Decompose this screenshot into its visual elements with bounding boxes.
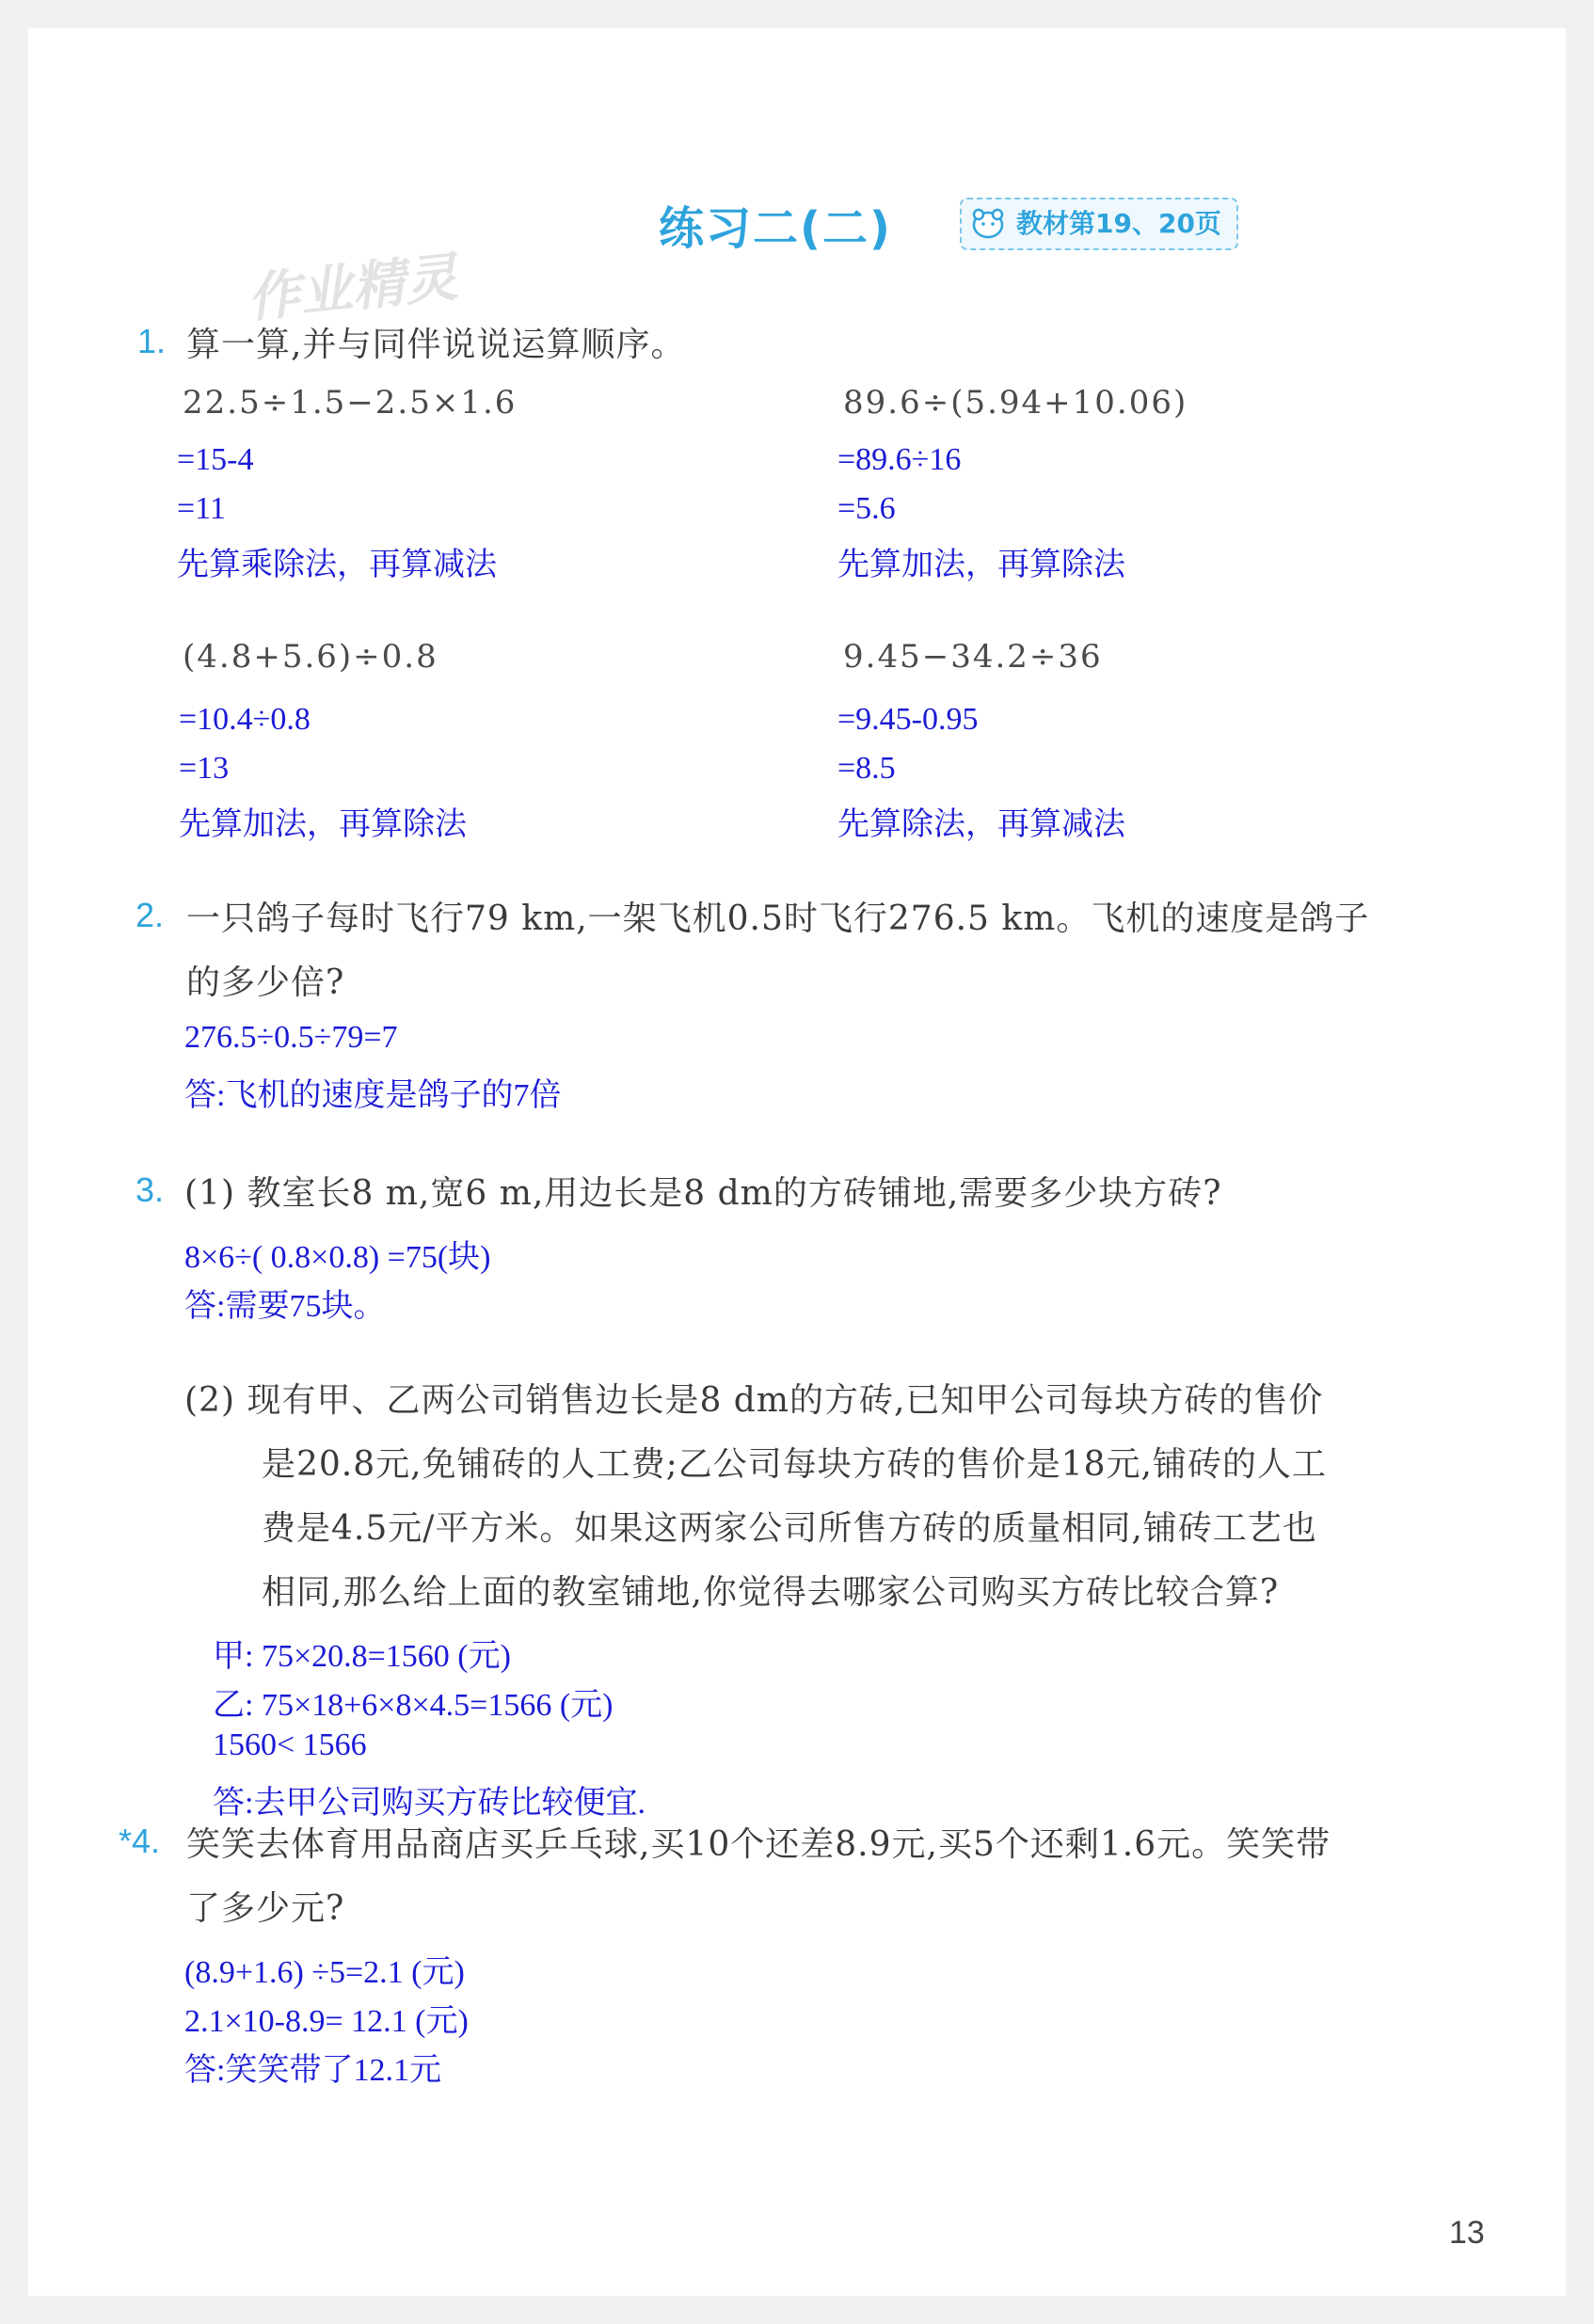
q4-answer-line3: 答:笑笑带了12.1元	[184, 2053, 441, 2088]
textbook-reference-badge	[960, 198, 1238, 250]
q3-part1-answer-line1: 8×6÷( 0.8×0.8) =75(块)	[184, 1240, 491, 1275]
question-3-part2-line4: 相同,那么给上面的教室铺地,你觉得去哪家公司购买方砖比较合算?	[262, 1573, 1280, 1612]
q1-answer-a-line1: =15-4	[177, 442, 254, 477]
q3-part1-answer-line2: 答:需要75块。	[184, 1289, 386, 1324]
watermark-logo: 作业精灵	[244, 247, 461, 330]
bear-icon	[971, 207, 1005, 239]
q1-answer-b-line3: 先算加法，再算除法	[837, 548, 1125, 582]
question-2-number: 2.	[135, 896, 165, 934]
q1-answer-c-line3: 先算加法，再算除法	[179, 807, 467, 842]
q4-answer-line2: 2.1×10-8.9= 12.1 (元)	[184, 2004, 469, 2039]
q3-part2-answer-line1: 甲: 75×20.8=1560 (元)	[213, 1639, 511, 1674]
q1-answer-c-line1: =10.4÷0.8	[179, 702, 311, 737]
q2-answer-line2: 答:飞机的速度是鸽子的7倍	[184, 1078, 562, 1113]
q1-answer-a-line3: 先算乘除法，再算减法	[177, 548, 497, 582]
question-1-number: 1.	[137, 322, 167, 360]
q1-answer-d-line2: =8.5	[837, 751, 896, 786]
q1-answer-d-line1: =9.45-0.95	[837, 702, 979, 737]
q1-expression-a: 22.5÷1.5−2.5×1.6	[183, 384, 518, 422]
q1-answer-b-line2: =5.6	[837, 491, 896, 526]
question-4-text-line2: 了多少元?	[186, 1889, 345, 1928]
q1-answer-d-line3: 先算除法，再算减法	[837, 807, 1125, 842]
question-1-text: 算一算,并与同伴说说运算顺序。	[186, 326, 686, 364]
q1-answer-b-line1: =89.6÷16	[837, 442, 962, 477]
q1-answer-a-line2: =11	[177, 491, 226, 526]
question-4-number: *4.	[119, 1822, 161, 1860]
q1-expression-c: (4.8+5.6)÷0.8	[183, 638, 438, 676]
q1-expression-b: 89.6÷(5.94+10.06)	[843, 384, 1188, 422]
q1-expression-d: 9.45−34.2÷36	[843, 638, 1103, 676]
page-title: 练习二(二)	[659, 202, 892, 255]
question-3-part2-line3: 费是4.5元/平方米。如果这两家公司所售方砖的质量相同,铺砖工艺也	[262, 1509, 1317, 1548]
q3-part2-answer-line2: 乙: 75×18+6×8×4.5=1566 (元)	[213, 1688, 614, 1723]
page-number: 13	[1449, 2215, 1485, 2251]
question-2-text-line1: 一只鸽子每时飞行79 km,一架飞机0.5时飞行276.5 km。飞机的速度是鸽子	[186, 899, 1370, 938]
q3-part2-answer-line3: 1560< 1566	[213, 1727, 367, 1762]
question-3-number: 3.	[135, 1170, 165, 1209]
q1-answer-c-line2: =13	[179, 751, 230, 786]
q3-part2-answer-line4: 答:去甲公司购买方砖比较便宜.	[213, 1786, 646, 1821]
question-4-text-line1: 笑笑去体育用品商店买乒乓球,买10个还差8.9元,买5个还剩1.6元。笑笑带	[186, 1825, 1331, 1864]
textbook-reference-text: 教材第19、20页	[1016, 208, 1221, 239]
question-2-text-line2: 的多少倍?	[186, 963, 345, 1002]
question-3-part1-text: (1) 教室长8 m,宽6 m,用边长是8 dm的方砖铺地,需要多少块方砖?	[184, 1174, 1222, 1213]
q4-answer-line1: (8.9+1.6) ÷5=2.1 (元)	[184, 1955, 465, 1990]
question-3-part2-line1: (2) 现有甲、乙两公司销售边长是8 dm的方砖,已知甲公司每块方砖的售价	[184, 1381, 1324, 1420]
question-3-part2-line2: 是20.8元,免铺砖的人工费;乙公司每块方砖的售价是18元,铺砖的人工	[262, 1445, 1327, 1484]
q2-answer-line1: 276.5÷0.5÷79=7	[184, 1020, 398, 1055]
